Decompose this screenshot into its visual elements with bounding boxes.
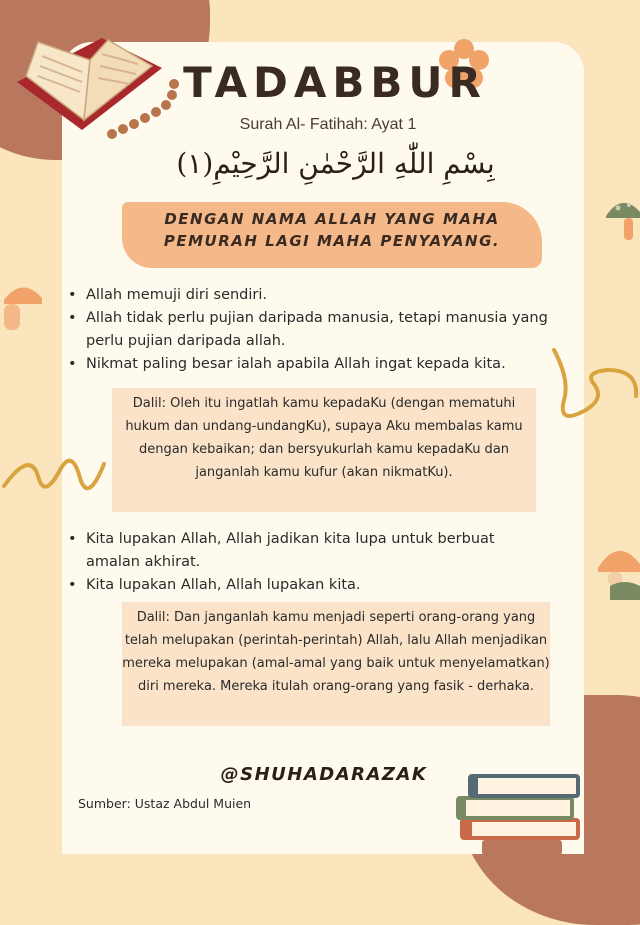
- page-title: TADABBUR: [183, 58, 487, 107]
- mushroom-icon: [604, 196, 640, 244]
- page-subtitle: Surah Al- Fatihah: Ayat 1: [239, 116, 417, 133]
- dalil-box: Dalil: Oleh itu ingatlah kamu kepadaKu (dengan mematuhi hukum dan undang-undangKu), supaya Aku membalas kamu dengan kebaikan; dan bersyukurlah kamu kepadaKu dan janganlah kamu kufur (akan nikmatKu).: [112, 388, 536, 512]
- translation-line: DENGAN NAMA ALLAH YANG MAHA: [164, 210, 500, 228]
- verse-translation: [122, 208, 542, 252]
- translation-line: PEMURAH LAGI MAHA PENYAYANG.: [163, 232, 501, 250]
- list-item: • Kita lupakan Allah, Allah jadikan kita lupa untuk berbuat amalan akhirat.: [66, 528, 546, 574]
- author-handle: @SHUHADARAZAK: [220, 764, 428, 785]
- list-item: • Kita lupakan Allah, Allah lupakan kita.: [66, 574, 546, 597]
- arabic-verse: بِسْمِ اللّٰهِ الرَّحْمٰنِ الرَّحِيْمِ(١): [176, 147, 495, 180]
- mushroom-icon: [594, 538, 640, 602]
- list-item: • Allah memuji diri sendiri.: [66, 284, 566, 307]
- dalil-box: Dalil: Dan janganlah kamu menjadi seperti orang-orang yang telah melupakan (perintah-perintah) Allah, lalu Allah menjadikan mereka melupakan (amal-amal yang baik untuk menyelamatkan) diri mereka. Mereka itulah orang-orang yang fasik - derhaka.: [122, 602, 550, 726]
- key-points-list: [66, 528, 546, 597]
- source-credit: Sumber: Ustaz Abdul Muien: [78, 796, 252, 811]
- mushroom-icon: [0, 278, 46, 334]
- squiggle-icon: [0, 440, 110, 520]
- list-item: • Nikmat paling besar ialah apabila Allah ingat kepada kita.: [66, 353, 566, 376]
- list-item: • Allah tidak perlu pujian daripada manusia, tetapi manusia yang perlu pujian daripada allah.: [66, 307, 566, 353]
- key-points-list: [66, 284, 566, 376]
